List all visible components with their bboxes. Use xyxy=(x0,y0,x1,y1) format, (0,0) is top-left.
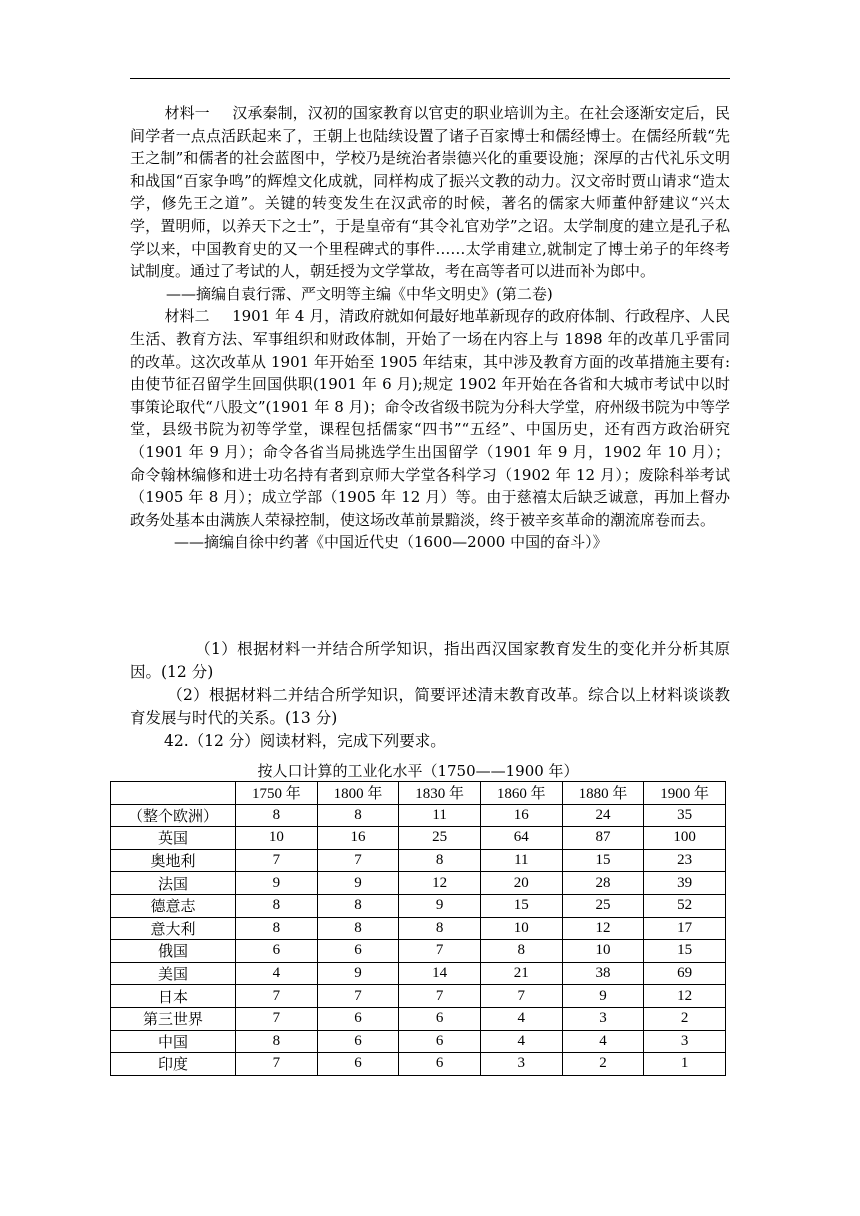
table-row xyxy=(111,804,726,827)
table-row xyxy=(111,1007,726,1030)
region-cell: 中国 xyxy=(111,1030,236,1053)
value-cell: 7 xyxy=(236,1007,318,1030)
value-cell: 2 xyxy=(644,1007,726,1030)
value-cell: 6 xyxy=(399,1030,481,1053)
material-two-label: 材料二 xyxy=(164,307,210,326)
table-row xyxy=(111,894,726,917)
material-two-source: ——摘编自徐中约著《中国近代史（1600—2000 中国的奋斗）》 xyxy=(174,533,608,552)
value-cell: 8 xyxy=(236,894,318,917)
value-cell: 8 xyxy=(317,917,399,940)
value-cell: 100 xyxy=(644,827,726,850)
value-cell: 8 xyxy=(317,804,399,827)
value-cell: 4 xyxy=(236,962,318,985)
material-two-paragraph xyxy=(130,305,730,531)
question-2: （2）根据材料二并结合所学知识，简要评述清末教育改革。综合以上材料谈谈教育发展与时代的关系。(13 分) xyxy=(130,686,730,727)
value-cell: 20 xyxy=(480,872,562,895)
value-cell: 6 xyxy=(399,1007,481,1030)
table-row xyxy=(111,917,726,940)
table-row xyxy=(111,985,726,1008)
table-row xyxy=(111,849,726,872)
value-cell: 9 xyxy=(236,872,318,895)
material-one-label: 材料一 xyxy=(164,104,210,122)
value-cell: 6 xyxy=(317,1007,399,1030)
value-cell: 7 xyxy=(317,985,399,1008)
value-cell: 6 xyxy=(399,1053,481,1076)
value-cell: 8 xyxy=(399,849,481,872)
value-cell: 8 xyxy=(399,917,481,940)
table-row xyxy=(111,872,726,895)
questions xyxy=(130,638,730,753)
value-cell: 8 xyxy=(317,894,399,917)
value-cell: 21 xyxy=(480,962,562,985)
value-cell: 38 xyxy=(562,962,644,985)
value-cell: 64 xyxy=(480,827,562,850)
value-cell: 8 xyxy=(236,1030,318,1053)
value-cell: 3 xyxy=(562,1007,644,1030)
value-cell: 7 xyxy=(236,1053,318,1076)
value-cell: 23 xyxy=(644,849,726,872)
value-cell: 10 xyxy=(236,827,318,850)
value-cell: 3 xyxy=(480,1053,562,1076)
value-cell: 2 xyxy=(562,1053,644,1076)
value-cell: 7 xyxy=(399,940,481,963)
header-cell: 1860 年 xyxy=(480,782,562,805)
region-cell: 日本 xyxy=(111,985,236,1008)
value-cell: 16 xyxy=(480,804,562,827)
value-cell: 15 xyxy=(644,940,726,963)
value-cell: 12 xyxy=(644,985,726,1008)
value-cell: 7 xyxy=(399,985,481,1008)
header-cell: 1800 年 xyxy=(317,782,399,805)
header-cell: 1750 年 xyxy=(236,782,318,805)
region-cell: 美国 xyxy=(111,962,236,985)
value-cell: 39 xyxy=(644,872,726,895)
value-cell: 11 xyxy=(399,804,481,827)
value-cell: 8 xyxy=(480,940,562,963)
value-cell: 6 xyxy=(317,940,399,963)
value-cell: 35 xyxy=(644,804,726,827)
value-cell: 9 xyxy=(317,872,399,895)
region-cell: 法国 xyxy=(111,872,236,895)
region-cell: 意大利 xyxy=(111,917,236,940)
value-cell: 11 xyxy=(480,849,562,872)
table-row xyxy=(111,940,726,963)
header-cell: 1880 年 xyxy=(562,782,644,805)
region-cell: （整个欧洲） xyxy=(111,804,236,827)
value-cell: 9 xyxy=(317,962,399,985)
region-cell: 俄国 xyxy=(111,940,236,963)
value-cell: 1 xyxy=(644,1053,726,1076)
header-cell: 1900 年 xyxy=(644,782,726,805)
value-cell: 10 xyxy=(480,917,562,940)
value-cell: 7 xyxy=(236,849,318,872)
material-one-paragraph xyxy=(130,102,730,283)
value-cell: 7 xyxy=(317,849,399,872)
value-cell: 28 xyxy=(562,872,644,895)
header-rule xyxy=(130,78,730,79)
value-cell: 4 xyxy=(562,1030,644,1053)
value-cell: 4 xyxy=(480,1007,562,1030)
table-row xyxy=(111,962,726,985)
question-1: （1）根据材料一并结合所学知识，指出西汉国家教育发生的变化并分析其原因。(12 分) xyxy=(130,640,730,681)
material-one-source: ——摘编自袁行霈、严文明等主编《中华文明史》(第二卷) xyxy=(166,284,553,303)
region-cell: 第三世界 xyxy=(111,1007,236,1030)
value-cell: 24 xyxy=(562,804,644,827)
value-cell: 12 xyxy=(399,872,481,895)
value-cell: 15 xyxy=(562,849,644,872)
header-cell xyxy=(111,782,236,805)
material-two-text: 1901 年 4 月，清政府就如何最好地革新现存的政府体制、行政程序、人民生活、教育方法、军事组织和财政体制，开始了一场在内容上与 1898 年的改革几乎雷同的改革。这次改革从 1901 年开始至 1905 年结束，其中涉及教育方面的改革措施主要有:由使节征召留学生回国供职(1901 年 6 月);规定 1902 年开始在各省和大城市考试中以时事策论取代“八股文”(1901 年 8 月)；命令改省级书院为分科大学堂，府州级书院为中等学堂，县级书院为初等学堂，课程包括儒家“四书”“五经”、中国历史，还有西方政治研究（1901 年 9 月）；命令各省当局挑选学生出国留学（1901 年 9 月，1902 年 10 月）；命令翰林编修和进士功名持有者到京师大学堂各科学习（1902 年 12 月）；废除科举考试（1905 年 8 月）；成立学部（1905 年 12 月）等。由于慈禧太后缺乏诚意，再加上督办政务处基本由满族人荣禄控制，使这场改革前景黯淡，终于被辛亥革命的潮流席卷而去。 xyxy=(130,307,730,529)
value-cell: 4 xyxy=(480,1030,562,1053)
value-cell: 25 xyxy=(399,827,481,850)
value-cell: 8 xyxy=(236,804,318,827)
material-one xyxy=(130,102,730,554)
region-cell: 德意志 xyxy=(111,894,236,917)
region-cell: 印度 xyxy=(111,1053,236,1076)
table-row xyxy=(111,827,726,850)
value-cell: 6 xyxy=(236,940,318,963)
table-caption: 按人口计算的工业化水平（1750——1900 年） xyxy=(257,762,579,780)
value-cell: 15 xyxy=(480,894,562,917)
value-cell: 69 xyxy=(644,962,726,985)
region-cell: 英国 xyxy=(111,827,236,850)
table-row xyxy=(111,1030,726,1053)
header-cell: 1830 年 xyxy=(399,782,481,805)
value-cell: 16 xyxy=(317,827,399,850)
value-cell: 9 xyxy=(399,894,481,917)
value-cell: 7 xyxy=(480,985,562,1008)
question-42: 42.（12 分）阅读材料，完成下列要求。 xyxy=(164,732,446,750)
value-cell: 12 xyxy=(562,917,644,940)
value-cell: 17 xyxy=(644,917,726,940)
material-one-text: 汉承秦制，汉初的国家教育以官吏的职业培训为主。在社会逐渐安定后，民间学者一点点活跃起来了，王朝上也陆续设置了诸子百家博士和儒经博士。在儒经所载“先王之制”和儒者的社会蓝图中，学校乃是统治者崇德兴化的重要设施；深厚的古代礼乐文明和战国“百家争鸣”的辉煌文化成就，同样构成了振兴文教的动力。汉文帝时贾山请求“造太学，修先王之道”。关键的转变发生在汉武帝的时候，著名的儒家大师董仲舒建议“兴太学，置明师，以养天下之士”，于是皇帝有“其令礼官劝学”之诏。太学制度的建立是孔子私学以来，中国教育史的又一个里程碑式的事件……太学甫建立,就制定了博士弟子的年终考试制度。通过了考试的人，朝廷授为文学掌故，考在高等者可以进而补为郎中。 xyxy=(130,104,730,281)
value-cell: 25 xyxy=(562,894,644,917)
region-cell: 奥地利 xyxy=(111,849,236,872)
value-cell: 7 xyxy=(236,985,318,1008)
value-cell: 9 xyxy=(562,985,644,1008)
value-cell: 6 xyxy=(317,1053,399,1076)
value-cell: 6 xyxy=(317,1030,399,1053)
value-cell: 52 xyxy=(644,894,726,917)
table-row xyxy=(111,1053,726,1076)
value-cell: 87 xyxy=(562,827,644,850)
industrialization-table xyxy=(110,781,726,1076)
value-cell: 10 xyxy=(562,940,644,963)
value-cell: 8 xyxy=(236,917,318,940)
value-cell: 14 xyxy=(399,962,481,985)
table-header-row xyxy=(111,782,726,805)
value-cell: 3 xyxy=(644,1030,726,1053)
